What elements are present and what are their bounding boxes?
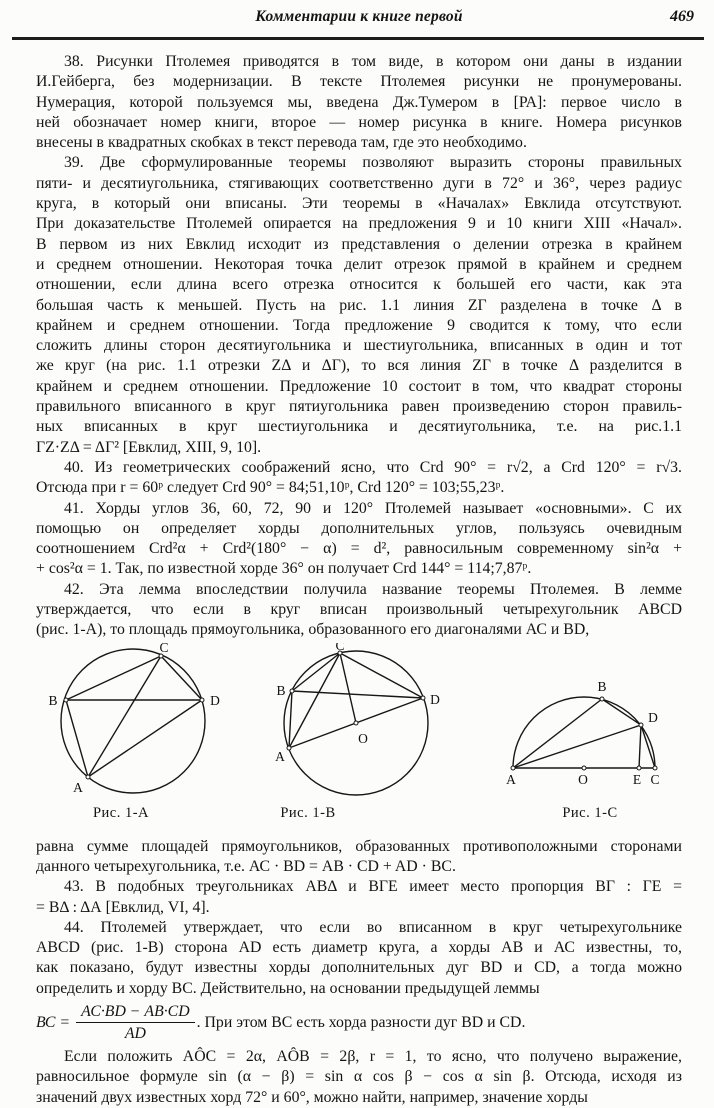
text-line: Нумерация, которой пользуемся мы, введена Дж.Тумером в [РА]: первое число в [36, 93, 682, 111]
vertex-label-a: A [506, 771, 516, 787]
figure-1a-caption: Рис. 1-А [92, 804, 150, 821]
bc-chord-formula [36, 1000, 682, 1046]
text-line: крайнем и среднем отношении. Тогда предложение 9 сводится к тому, что если [36, 316, 682, 334]
text-line: В первом из них Евклид исходит из представления о делении отрезка в крайнем [36, 235, 682, 253]
text-line: равна сумме площадей прямоугольников, образованных противоположными сторонами [36, 837, 682, 855]
paragraph-42-continuation [36, 837, 682, 878]
vertex-label-e: E [632, 771, 642, 787]
vertex-label-b: B [48, 692, 58, 708]
paragraph-41 [36, 499, 682, 580]
text-line: определить и хорду ВС. Действительно, на основании предыдущей леммы [36, 979, 540, 997]
text-line: равносильное формуле sin (α − β) = sin α cos β − cos α sin β. Отсюда, исходя из [36, 1068, 682, 1086]
formula-lhs: ВС = [36, 1013, 71, 1031]
text-line: правильного вписанного в круг пятиугольника равен произведению сторон правиль- [36, 398, 682, 416]
vertex-label-c: C [159, 642, 169, 655]
figure-1c-caption: Рис. 1-С [562, 804, 618, 821]
final-paragraph [36, 1047, 682, 1108]
text-line: отношении, если длина всего отрезка относится к большей его части, как эта [36, 276, 682, 294]
figure-1a-diagram [43, 643, 225, 801]
vertex-label-b: B [597, 678, 607, 694]
text-line: ней обозначает номер книги, второе — номер рисунка в книге. Номера рисунков [36, 113, 682, 131]
center-label-o: O [358, 730, 368, 746]
figure-1c-diagram [503, 679, 698, 799]
paragraph-38 [36, 52, 682, 153]
center-label-o: O [578, 771, 588, 787]
paragraph-42 [36, 580, 682, 641]
vertex-label-d: D [210, 692, 220, 708]
formula-fraction [76, 1002, 195, 1043]
vertex-label-c: C [650, 771, 660, 787]
paragraph-40 [36, 458, 682, 499]
paragraph-39 [36, 153, 682, 457]
text-line: 41. Хорды углов 36, 60, 72, 90 и 120° Птолемей называет «основными». С их [64, 499, 682, 517]
running-title: Комментарии к книге первой [255, 8, 463, 25]
figure-1b-caption: Рис. 1-В [280, 804, 336, 821]
text-line: данного четырехугольника, т.е. АС · BD = АВ · CD + AD · ВС. [36, 857, 456, 875]
vertex-label-b: B [276, 682, 286, 698]
text-line: ГZ·ZΔ = ΔГ² [Евклид, XIII, 9, 10]. [36, 438, 262, 456]
text-line: соотношением Crd²α + Crd²(180° − α) = d², равносильным современному sin²α + [36, 540, 682, 558]
vertex-label-a: A [73, 779, 83, 795]
text-line: и среднем отношении. Некоторая точка делит отрезок прямой в крайнем и среднем [36, 255, 682, 273]
text-line: = ВΔ : ΔА [Евклид, VI, 4]. [36, 898, 210, 916]
text-line: круга, в который они вписаны. Эти теоремы в «Началах» Евклида отсутствуют. [36, 195, 682, 213]
text-line: 44. Птолемей утверждает, что если во вписанном в круг четырехугольнике [64, 918, 682, 936]
text-line: большая часть к меньшей. Пусть на рис. 1.1 линия ZГ разделена в точке Δ в [36, 296, 682, 314]
text-line: ABCD (рис. 1-В) сторона AD есть диаметр круга, а хорды АВ и АС известны, то, [36, 939, 682, 957]
paragraph-44 [36, 918, 682, 999]
paragraph-43 [36, 877, 682, 918]
figures-strip [26, 641, 692, 837]
text-line: значений двух известных хорд 72° и 60°, можно найти, например, значение хорды [36, 1088, 588, 1106]
text-line: 43. В подобных треугольниках АВΔ и ВГЕ имеет место пропорция ВГ : ГЕ = [64, 878, 682, 896]
text-line: Если положить АÔС = 2α, АÔВ = 2β, r = 1, то ясно, что получено выражение, [64, 1047, 682, 1065]
vertex-label-c: C [335, 642, 345, 653]
vertex-label-d: D [648, 709, 658, 725]
text-line: внесены в квадратных скобках в текст перевода там, где это необходимо. [36, 134, 527, 152]
formula-remainder: . При этом ВС есть хорда разности дуг BD и CD. [196, 1013, 526, 1031]
formula-denominator: AD [124, 1025, 146, 1043]
formula-numerator: АС·BD − АВ·CD [76, 1002, 195, 1023]
text-line: крайнем и среднем отношении. Предложение 10 состоит в том, что квадрат стороны [36, 377, 682, 395]
text-line: сложить длины сторон десятиугольника и шестиугольника, вписанных в один и тот [36, 337, 682, 355]
text-line: И.Гейберга, без модернизации. В тексте Птолемея рисунки не пронумерованы. [36, 73, 682, 91]
text-line: (рис. 1-А), то площадь прямоугольника, образованного его диагоналями АС и BD, [36, 621, 590, 639]
text-line: пяти- и десятиугольника, стягивающих соответственно дуги в 72° и 36°, через радиус [36, 174, 682, 192]
text-line: помощью он определяет хорды дополнительных углов, пользуясь очевидным [36, 519, 682, 537]
page-number: 469 [670, 8, 694, 25]
header-rule [12, 37, 704, 40]
text-line: При доказательстве Птолемей опирается на предложения 9 и 10 книги XIII «Начал». [36, 215, 682, 233]
vertex-label-d: D [430, 691, 440, 707]
figure-1b-diagram [273, 643, 455, 801]
text-line: ных вписанных в круг шестиугольника и десятиугольника, т.е. на рис.1.1 [36, 418, 682, 436]
text-line: 38. Рисунки Птолемея приводятся в том виде, в котором они даны в издании [64, 53, 682, 70]
vertex-label-a: A [275, 748, 285, 764]
text-line: + cos²α = 1. Так, по известной хорде 36° он получает Crd 144° = 114;7,87ᵖ. [36, 560, 532, 578]
text-line: же круг (на рис. 1.1 отрезки ZΔ и ΔГ), то вся линия ZГ в точке Δ разделится в [36, 357, 682, 375]
text-line: 42. Эта лемма впоследствии получила название теоремы Птолемея. В лемме [64, 580, 682, 598]
text-line: Отсюда при r = 60ᵖ следует Crd 90° = 84;51,10ᵖ, Crd 120° = 103;55,23ᵖ. [36, 479, 505, 497]
text-line: 39. Две сформулированные теоремы позволяют выразить стороны правильных [64, 154, 682, 172]
page-header [36, 8, 694, 30]
text-line: 40. Из геометрических соображений ясно, что Crd 90° = r√2, а Crd 120° = r√3. [64, 458, 682, 476]
text-line: как показано, будут известны хорды дополнительных дуг BD и CD, а тогда можно [36, 959, 682, 977]
text-line: утверждается, что если в круг вписан произвольный четырехугольник ABCD [36, 601, 682, 619]
